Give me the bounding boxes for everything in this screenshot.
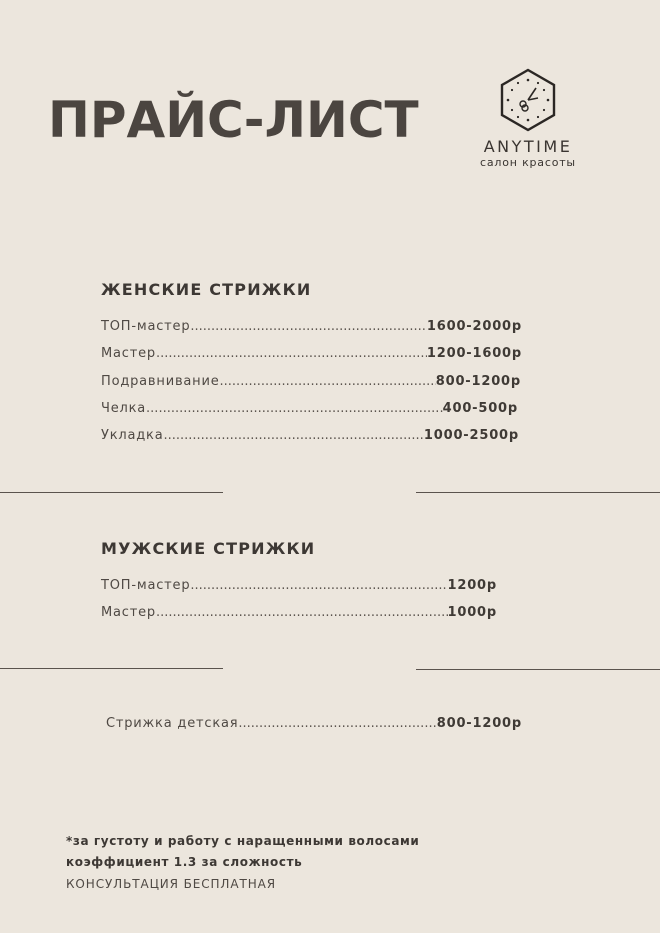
service-price: 1200-1600р: [426, 346, 522, 361]
service-price: 1000р: [447, 605, 497, 620]
service-name: Мастер: [101, 346, 156, 361]
dot-leader: [190, 578, 447, 593]
men-section-title: МУЖСКИЕ СТРИЖКИ: [101, 539, 316, 558]
service-name: Подравнивание: [101, 374, 220, 389]
dot-leader: [238, 716, 436, 731]
service-name: Укладка: [101, 428, 164, 443]
price-row: [101, 319, 522, 334]
divider-right: [416, 492, 660, 493]
service-price: 800-1200р: [435, 374, 521, 389]
dot-leader: [190, 319, 427, 334]
brand-subtitle: салон красоты: [480, 156, 576, 169]
note-density: *за густоту и работу с наращенными волосами: [66, 834, 420, 848]
service-name: Мастер: [101, 605, 156, 620]
brand-name: ANYTIME: [483, 137, 573, 156]
dot-leader: [156, 605, 448, 620]
service-price: 400-500р: [442, 401, 518, 416]
divider-right: [416, 669, 660, 670]
service-name: ТОП-мастер: [101, 578, 191, 593]
dot-leader: [220, 374, 436, 389]
scissors-clock-hexagon-icon: [498, 68, 558, 132]
price-row: [101, 374, 521, 389]
price-row: [101, 346, 522, 361]
service-name: Стрижка детская: [106, 716, 239, 731]
salon-logo: [466, 68, 590, 170]
price-row: [101, 605, 497, 620]
service-price: 1200р: [447, 578, 497, 593]
dot-leader: [163, 428, 423, 443]
dot-leader: [146, 401, 443, 416]
price-row-kids: [106, 716, 522, 731]
women-section-title: ЖЕНСКИЕ СТРИЖКИ: [101, 280, 312, 299]
divider-left: [0, 668, 223, 669]
price-row: [101, 401, 518, 416]
service-name: Челка: [101, 401, 147, 416]
service-price: 800-1200р: [436, 716, 522, 731]
note-coefficient: коэффициент 1.3 за сложность: [66, 855, 303, 869]
dot-leader: [156, 346, 427, 361]
service-price: 1600-2000р: [426, 319, 522, 334]
price-row: [101, 578, 497, 593]
service-price: 1000-2500р: [423, 428, 519, 443]
divider-left: [0, 492, 223, 493]
page-title: ПРАЙС-ЛИСТ: [48, 91, 419, 149]
price-row: [101, 428, 519, 443]
note-consultation: КОНСУЛЬТАЦИЯ БЕСПЛАТНАЯ: [66, 877, 276, 891]
service-name: ТОП-мастер: [101, 319, 191, 334]
